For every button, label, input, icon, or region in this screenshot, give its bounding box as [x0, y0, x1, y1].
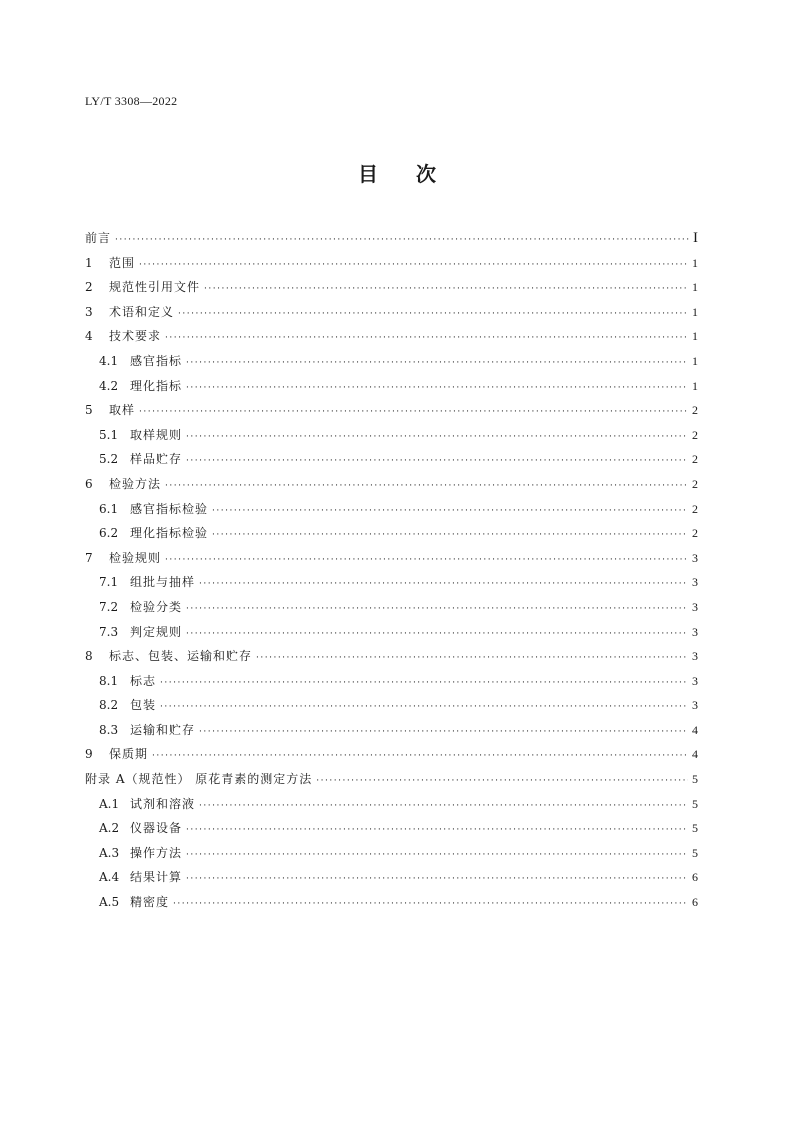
leader-dots: [139, 400, 688, 425]
toc-entry-foreword[interactable]: [85, 226, 698, 251]
toc-entry-4-1[interactable]: [85, 349, 698, 374]
toc-entry-5-1[interactable]: [85, 423, 698, 448]
toc-entry-number: 4.2: [99, 378, 119, 393]
toc-entry-label: 标志: [130, 673, 157, 688]
toc-entry-page: 1: [692, 255, 698, 270]
leader-dots: [186, 597, 688, 622]
toc-entry-page: 6: [692, 895, 698, 910]
leader-dots: [186, 818, 688, 843]
leader-dots: [115, 228, 689, 253]
toc-entry-number: A.4: [99, 870, 120, 885]
toc-entry-number: 7.2: [99, 599, 119, 614]
toc-entry-page: 3: [692, 550, 698, 565]
toc-entry-number: 7.1: [99, 575, 119, 590]
toc-entry-a-1[interactable]: [85, 792, 698, 817]
toc-entry-number: 8.2: [99, 698, 119, 713]
leader-dots: [152, 744, 688, 769]
toc-entry-label: 试剂和溶液: [130, 796, 196, 811]
toc-entry-9[interactable]: [85, 742, 698, 767]
toc-entry-page: I: [693, 230, 698, 246]
leader-dots: [186, 376, 688, 401]
toc-entry-label: 取样: [109, 403, 136, 418]
toc-entry-page: 2: [692, 452, 698, 467]
toc-entry-page: 2: [692, 526, 698, 541]
toc-entry-page: 4: [692, 747, 698, 762]
leader-dots: [212, 523, 688, 548]
toc-entry-7-1[interactable]: [85, 570, 698, 595]
leader-dots: [160, 695, 688, 720]
toc-entry-number: 8: [85, 649, 93, 664]
toc-entry-label: 附录 A（规范性） 原花青素的测定方法: [85, 772, 313, 787]
table-of-contents: [85, 226, 698, 915]
toc-entry-label: 技术要求: [109, 329, 162, 344]
toc-entry-4-2[interactable]: [85, 374, 698, 399]
leader-dots: [178, 302, 688, 327]
toc-entry-number: A.3: [99, 845, 120, 860]
toc-entry-number: 8.3: [99, 722, 119, 737]
toc-entry-8-1[interactable]: [85, 669, 698, 694]
toc-entry-page: 1: [692, 353, 698, 368]
toc-entry-page: 2: [692, 476, 698, 491]
standard-code: LY/T 3308—2022: [85, 94, 178, 108]
leader-dots: [186, 351, 688, 376]
toc-entry-a-4[interactable]: [85, 865, 698, 890]
toc-entry-2[interactable]: [85, 275, 698, 300]
toc-entry-page: 2: [692, 427, 698, 442]
toc-entry-label: 样品贮存: [130, 452, 183, 467]
leader-dots: [186, 449, 688, 474]
toc-entry-label: 精密度: [130, 895, 170, 910]
leader-dots: [160, 671, 688, 696]
toc-entry-annex-a[interactable]: [85, 767, 698, 792]
toc-entry-page: 1: [692, 378, 698, 393]
title-char-1: 目: [358, 162, 378, 186]
toc-entry-page: 1: [692, 304, 698, 319]
leader-dots: [165, 548, 688, 573]
toc-entry-number: A.5: [99, 895, 120, 910]
toc-entry-5-2[interactable]: [85, 447, 698, 472]
toc-entry-label: 包装: [130, 698, 157, 713]
leader-dots: [199, 720, 688, 745]
toc-entry-label: 组批与抽样: [130, 575, 196, 590]
toc-entry-number: 7: [85, 550, 93, 565]
toc-entry-label: 保质期: [109, 747, 149, 762]
toc-entry-page: 3: [692, 624, 698, 639]
toc-entry-5[interactable]: [85, 398, 698, 423]
leader-dots: [139, 253, 688, 278]
toc-entry-6-2[interactable]: [85, 521, 698, 546]
toc-entry-label: 标志、包装、运输和贮存: [109, 649, 253, 664]
toc-entry-label: 检验规则: [109, 550, 162, 565]
leader-dots: [186, 425, 688, 450]
toc-entry-number: 7.3: [99, 624, 119, 639]
toc-entry-label: 取样规则: [130, 427, 183, 442]
toc-entry-number: 8.1: [99, 673, 119, 688]
page-title: [0, 160, 794, 188]
toc-entry-8-2[interactable]: [85, 693, 698, 718]
toc-entry-page: 5: [692, 845, 698, 860]
toc-entry-page: 2: [692, 403, 698, 418]
leader-dots: [316, 769, 688, 794]
toc-entry-number: A.1: [99, 796, 120, 811]
toc-entry-6[interactable]: [85, 472, 698, 497]
toc-entry-page: 3: [692, 673, 698, 688]
toc-entry-page: 5: [692, 772, 698, 787]
toc-entry-number: 1: [85, 255, 93, 270]
toc-entry-label: 前言: [85, 231, 112, 245]
toc-entry-label: 判定规则: [130, 624, 183, 639]
toc-entry-number: 2: [85, 280, 93, 295]
toc-entry-number: 4: [85, 329, 93, 344]
leader-dots: [165, 474, 688, 499]
toc-entry-number: 9: [85, 747, 93, 762]
toc-entry-label: 规范性引用文件: [109, 280, 201, 295]
toc-entry-3[interactable]: [85, 300, 698, 325]
toc-entry-label: 理化指标: [130, 378, 183, 393]
toc-entry-label: 检验分类: [130, 599, 183, 614]
toc-entry-a-2[interactable]: [85, 816, 698, 841]
toc-entry-page: 3: [692, 599, 698, 614]
toc-entry-label: 操作方法: [130, 845, 183, 860]
toc-entry-page: 6: [692, 870, 698, 885]
toc-entry-number: 4.1: [99, 353, 119, 368]
toc-entry-6-1[interactable]: [85, 497, 698, 522]
leader-dots: [199, 572, 688, 597]
toc-entry-number: 6: [85, 476, 93, 491]
toc-entry-number: 6.2: [99, 526, 119, 541]
toc-entry-label: 范围: [109, 255, 136, 270]
toc-entry-4[interactable]: [85, 324, 698, 349]
toc-entry-label: 理化指标检验: [130, 526, 209, 541]
toc-entry-number: 3: [85, 304, 93, 319]
toc-entry-page: 3: [692, 698, 698, 713]
toc-entry-1[interactable]: [85, 251, 698, 276]
toc-entry-page: 5: [692, 821, 698, 836]
toc-entry-label: 感官指标: [130, 353, 183, 368]
toc-entry-page: 1: [692, 329, 698, 344]
toc-entry-a-5[interactable]: [85, 890, 698, 915]
leader-dots: [204, 277, 688, 302]
toc-entry-page: 3: [692, 649, 698, 664]
toc-entry-label: 运输和贮存: [130, 722, 196, 737]
toc-entry-label: 检验方法: [109, 476, 162, 491]
toc-entry-number: A.2: [99, 821, 120, 836]
toc-entry-label: 结果计算: [130, 870, 183, 885]
toc-entry-number: 6.1: [99, 501, 119, 516]
toc-entry-page: 3: [692, 575, 698, 590]
toc-entry-number: 5.2: [99, 452, 119, 467]
leader-dots: [186, 843, 688, 868]
toc-entry-7-2[interactable]: [85, 595, 698, 620]
leader-dots: [186, 622, 688, 647]
toc-entry-page: 5: [692, 796, 698, 811]
leader-dots: [212, 499, 688, 524]
toc-entry-page: 1: [692, 280, 698, 295]
leader-dots: [256, 646, 688, 671]
toc-entry-7-3[interactable]: [85, 620, 698, 645]
leader-dots: [173, 892, 688, 917]
toc-entry-8[interactable]: [85, 644, 698, 669]
leader-dots: [186, 867, 688, 892]
toc-entry-number: 5.1: [99, 427, 119, 442]
leader-dots: [199, 794, 688, 819]
toc-entry-label: 仪器设备: [130, 821, 183, 836]
leader-dots: [165, 326, 688, 351]
toc-entry-label: 感官指标检验: [130, 501, 209, 516]
toc-entry-label: 术语和定义: [109, 304, 175, 319]
toc-entry-page: 2: [692, 501, 698, 516]
toc-entry-number: 5: [85, 403, 93, 418]
toc-entry-7[interactable]: [85, 546, 698, 571]
toc-entry-a-3[interactable]: [85, 841, 698, 866]
title-char-2: 次: [416, 162, 436, 186]
toc-entry-8-3[interactable]: [85, 718, 698, 743]
toc-entry-page: 4: [692, 722, 698, 737]
